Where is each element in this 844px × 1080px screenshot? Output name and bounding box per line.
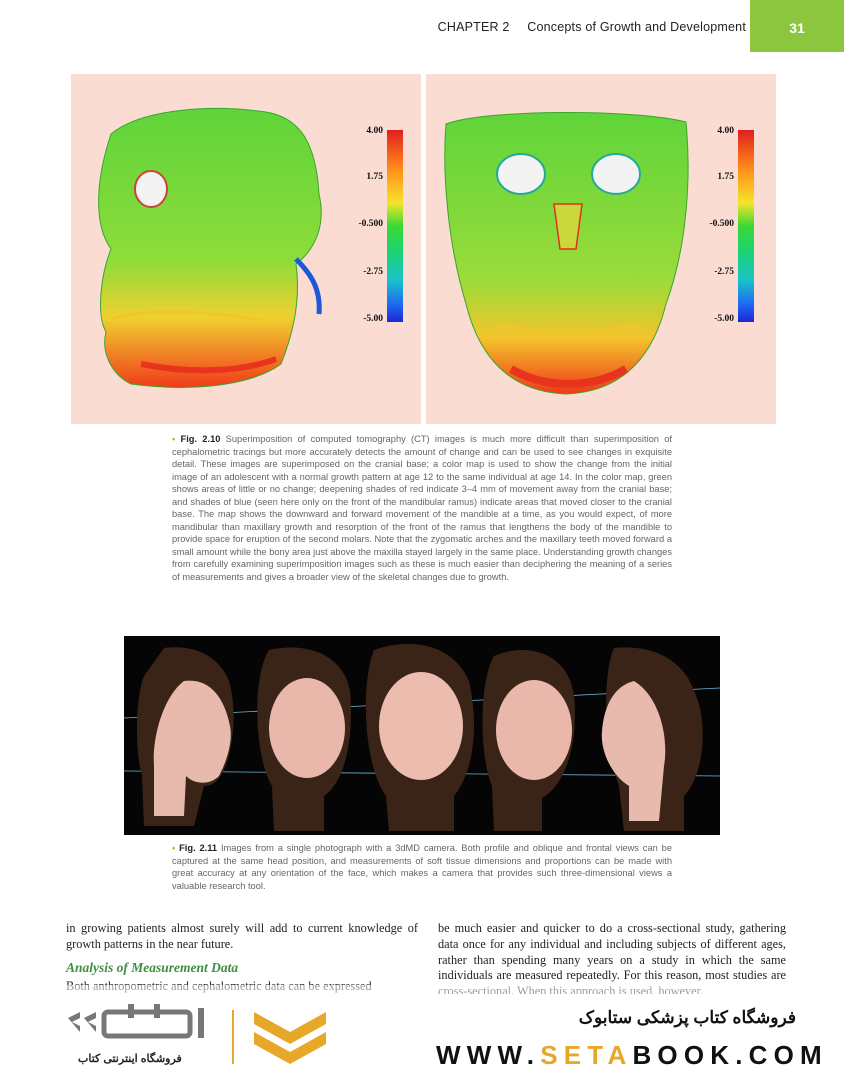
caption-text: Superimposition of computed tomography (CT) images is much more difficult than superimposition of cephalometric tracings but more accurately detects the amount of change and can be used to see changes in exquisite detail. These images are superimposed on the cranial base; a color map is used to show the change from the initial image of an adolescent with a normal growth pattern at age 12 to the same individual at age 14. In the color map, green shows areas of little or no change; deepening shades of red indicate 3–4 mm of movement away from the cranial base; and shades of blue (seen here only on the front of the mandibular ramus) indicate areas that moved closer to the cranial base. The map shows the downward and forward movement of the mandible at a time, as you would expect, of more mandibular than maxillary growth and resorption of the front of the ramus that lengthens the body of the mandible to provide space for eruption of the second molars. Note that the zygomatic arches and the maxillary teeth moved forward a small amount while the bony area just above the maxilla stayed largely in the same place. Understanding growth changes from carefully examining superimposition images such as these is much easier than deciphering the meaning of a series of measurements and gives a broader view of the skeletal changes due to growth.: [172, 434, 672, 582]
caption-text: Images from a single photograph with a 3dMD camera. Both profile and oblique and frontal views can be captured at the same head position, and measurements of soft tissue dimensions and proportions can be made with great accuracy at any orientation of the face, which makes a camera that provides such three-dimensional views a valuable research tool.: [172, 843, 672, 891]
url-prefix: WWW.: [436, 1040, 541, 1070]
setabook-footer: [0, 994, 844, 1080]
scale-label: -0.500: [709, 219, 734, 229]
body-paragraph: in growing patients almost surely will add to current knowledge of growth patterns in the near future.: [66, 921, 418, 951]
color-scale-bar: [387, 130, 403, 322]
skull-lateral-panel: [71, 74, 421, 424]
scale-label: -5.00: [714, 314, 734, 324]
scale-label: 4.00: [366, 126, 383, 136]
url-highlight: SETA: [540, 1040, 633, 1070]
scale-label: 4.00: [717, 126, 734, 136]
figure-2-10: [71, 74, 776, 424]
setabook-logo: [0, 994, 230, 1080]
scale-label: -0.500: [358, 219, 383, 229]
caption-label: Fig. 2.10: [180, 434, 221, 444]
page-number: 31: [789, 20, 805, 36]
skull-frontal-panel: [426, 74, 776, 424]
figure-2-10-caption: [172, 433, 672, 583]
footer-divider: [232, 1010, 234, 1064]
caption-label: Fig. 2.11: [179, 843, 218, 853]
store-name: فروشگاه کتاب پزشکی ستابوک: [578, 1008, 796, 1027]
3dmd-face-views-image: [124, 636, 720, 835]
caption-bullet: •: [172, 843, 176, 853]
caption-bullet: •: [172, 434, 176, 444]
running-header: [438, 20, 746, 34]
scale-label: 1.75: [717, 172, 734, 182]
color-scale-bar: [738, 130, 754, 322]
color-scale-left: [347, 126, 417, 326]
chevron-logo-icon: [250, 1006, 330, 1076]
scale-label: -2.75: [363, 267, 383, 277]
color-scale-right: [698, 126, 768, 326]
website-url[interactable]: [436, 1040, 828, 1071]
chapter-label: CHAPTER 2: [437, 20, 510, 34]
figure-2-11: [124, 636, 720, 835]
body-paragraph: be much easier and quicker to do a cross-sectional study, gathering data once for any individual and including subjects of different ages, rather than spending many years on a study in which the same individuals are measured repeatedly. For this reason, most studies are: [438, 921, 786, 983]
logo-subtitle: فروشگاه اینترنتی کتاب: [78, 1053, 182, 1065]
chapter-title: Concepts of Growth and Development: [527, 20, 746, 34]
section-subheading: Analysis of Measurement Data: [66, 959, 239, 975]
scale-label: -5.00: [363, 314, 383, 324]
scale-label: 1.75: [366, 172, 383, 182]
scale-label: -2.75: [714, 267, 734, 277]
url-suffix: BOOK.COM: [632, 1040, 828, 1070]
page-number-box: [750, 0, 844, 52]
figure-2-11-caption: [172, 842, 672, 892]
